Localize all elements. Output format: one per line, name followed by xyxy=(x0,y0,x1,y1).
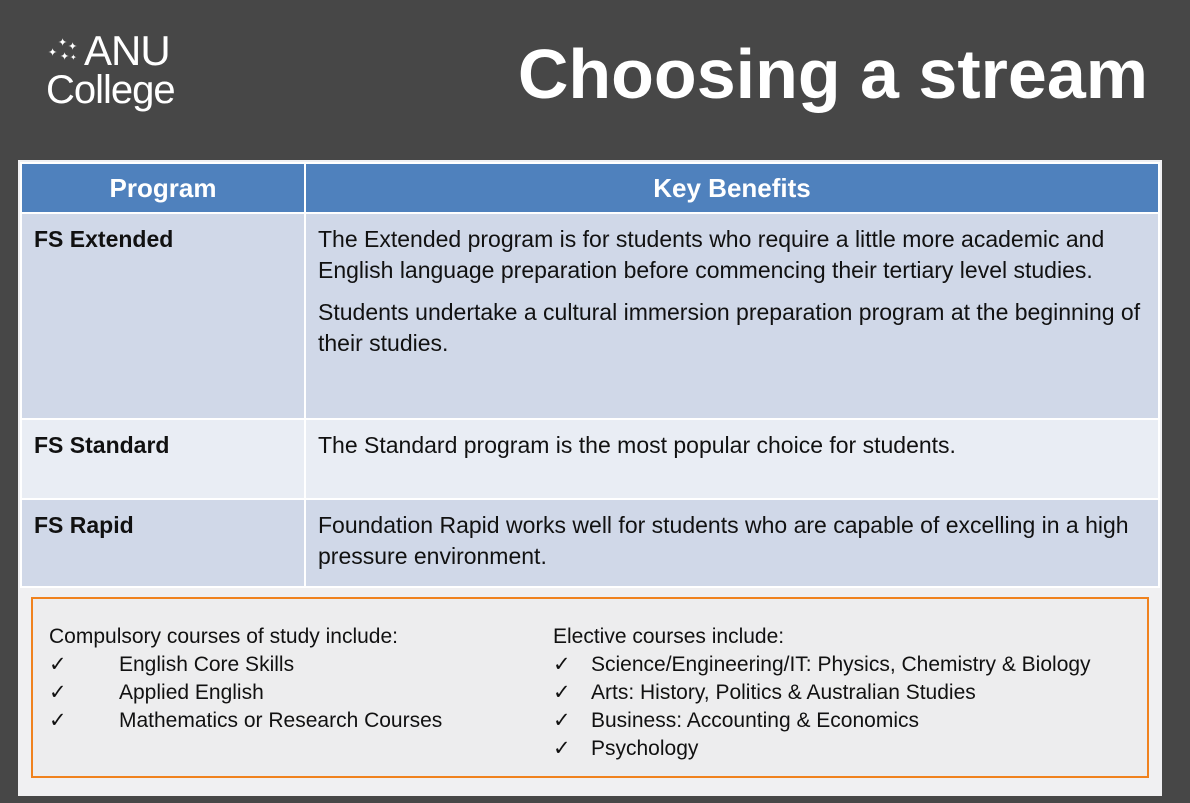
list-item: ✓ Applied English xyxy=(49,679,442,707)
checkmark-icon: ✓ xyxy=(49,681,67,704)
benefit-text: The Extended program is for students who require a little more academic and English language preparation before commencing their tertiary level studies. xyxy=(318,226,1105,283)
star-cluster-icon: ✦ ✦ ✦ ✦ ✦ xyxy=(48,37,78,63)
checkmark-icon: ✓ xyxy=(49,653,67,676)
list-item: ✓ Psychology xyxy=(553,735,1091,763)
header-program: Program xyxy=(21,163,305,213)
logo-anu-text: ANU xyxy=(84,27,170,74)
logo-college-text: College xyxy=(46,68,175,112)
table-row xyxy=(21,419,1159,499)
table-header-row xyxy=(21,163,1159,213)
list-item: ✓ Mathematics or Research Courses xyxy=(49,707,442,735)
checkmark-icon: ✓ xyxy=(49,709,67,732)
list-item: ✓ English Core Skills xyxy=(49,651,442,679)
checkmark-icon: ✓ xyxy=(553,709,571,732)
compulsory-heading: Compulsory courses of study include: xyxy=(49,625,398,648)
content-panel xyxy=(18,160,1162,796)
table-row xyxy=(21,213,1159,419)
compulsory-courses xyxy=(49,623,442,735)
list-item: ✓ Business: Accounting & Economics xyxy=(553,707,1091,735)
table-row xyxy=(21,499,1159,587)
program-name: FS Standard xyxy=(21,419,305,499)
checkmark-icon: ✓ xyxy=(553,681,571,704)
program-name: FS Rapid xyxy=(21,499,305,587)
list-item: ✓ Science/Engineering/IT: Physics, Chemistry & Biology xyxy=(553,651,1091,679)
program-benefits xyxy=(305,213,1159,419)
benefit-text: Students undertake a cultural immersion preparation program at the beginning of their studies. xyxy=(318,299,1141,356)
benefit-text: Foundation Rapid works well for students who are capable of excelling in a high pressure environment. xyxy=(318,512,1129,569)
program-benefits xyxy=(305,419,1159,499)
slide-title: Choosing a stream xyxy=(517,35,1148,113)
program-name: FS Extended xyxy=(21,213,305,419)
anu-college-logo xyxy=(46,27,175,112)
header-key-benefits: Key Benefits xyxy=(305,163,1159,213)
benefit-text: The Standard program is the most popular choice for students. xyxy=(318,432,956,458)
list-item: ✓ Arts: History, Politics & Australian Studies xyxy=(553,679,1091,707)
checkmark-icon: ✓ xyxy=(553,737,571,760)
program-benefits xyxy=(305,499,1159,587)
checkmark-icon: ✓ xyxy=(553,653,571,676)
elective-courses xyxy=(553,623,1091,763)
elective-heading: Elective courses include: xyxy=(553,625,785,648)
program-table xyxy=(20,162,1160,588)
courses-box xyxy=(31,597,1149,778)
